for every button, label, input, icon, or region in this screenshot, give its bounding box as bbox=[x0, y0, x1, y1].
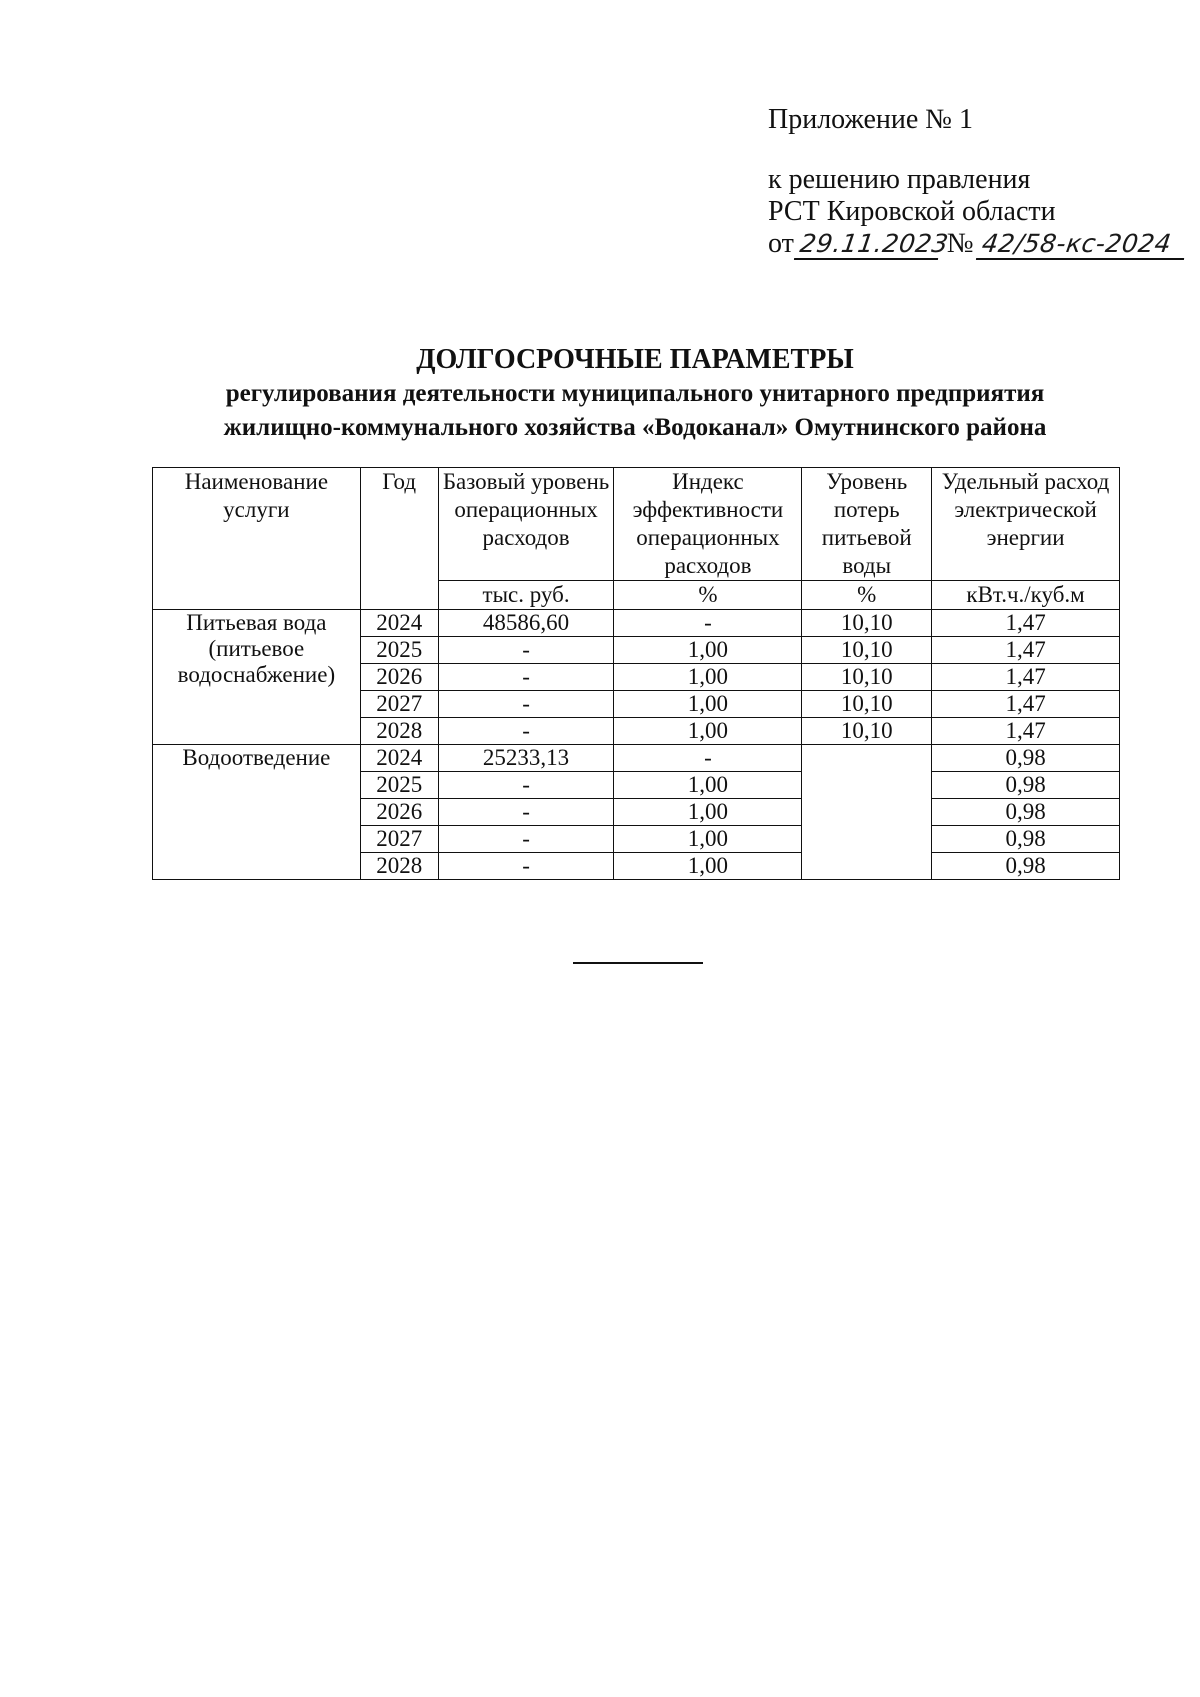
cell-year: 2024 bbox=[360, 745, 438, 772]
cell-loss: 10,10 bbox=[802, 718, 932, 745]
cell-index: 1,00 bbox=[614, 772, 802, 799]
cell-base: - bbox=[438, 853, 614, 880]
cell-base: - bbox=[438, 826, 614, 853]
cell-energy: 1,47 bbox=[932, 664, 1120, 691]
cell-base: 48586,60 bbox=[438, 610, 614, 637]
unit-efficiency-index: % bbox=[614, 581, 802, 610]
cell-energy: 0,98 bbox=[932, 799, 1120, 826]
cell-energy: 1,47 bbox=[932, 718, 1120, 745]
title-line-3: жилищно-коммунального хозяйства «Водоканал» Омутнинского района bbox=[223, 414, 1047, 441]
cell-index: 1,00 bbox=[614, 718, 802, 745]
cell-loss: 10,10 bbox=[802, 637, 932, 664]
header-efficiency-index: Индекс эффективности операционных расходов bbox=[614, 468, 802, 581]
table-header-row bbox=[153, 468, 1120, 581]
cell-energy: 0,98 bbox=[932, 853, 1120, 880]
cell-base: - bbox=[438, 718, 614, 745]
cell-year: 2027 bbox=[360, 826, 438, 853]
handwritten-date: 29.11.2023 bbox=[794, 230, 942, 260]
date-prefix: от bbox=[768, 228, 794, 259]
cell-base: - bbox=[438, 637, 614, 664]
title-main: ДОЛГОСРОЧНЫЕ ПАРАМЕТРЫ bbox=[416, 344, 854, 375]
cell-loss-empty bbox=[802, 745, 932, 880]
cell-base: - bbox=[438, 664, 614, 691]
cell-year: 2028 bbox=[360, 853, 438, 880]
cell-base: - bbox=[438, 772, 614, 799]
cell-index: 1,00 bbox=[614, 691, 802, 718]
table-row bbox=[153, 745, 1120, 772]
cell-energy: 1,47 bbox=[932, 691, 1120, 718]
appendix-line-authority: РСТ Кировской области bbox=[768, 196, 1056, 227]
header-base-opex: Базовый уровень операционных расходов bbox=[438, 468, 614, 581]
cell-index: 1,00 bbox=[614, 637, 802, 664]
unit-energy-consumption: кВт.ч./куб.м bbox=[932, 581, 1120, 610]
document-title bbox=[150, 343, 1120, 445]
cell-year: 2024 bbox=[360, 610, 438, 637]
cell-loss: 10,10 bbox=[802, 610, 932, 637]
header-service: Наименование услуги bbox=[153, 468, 361, 610]
cell-index: - bbox=[614, 745, 802, 772]
cell-loss: 10,10 bbox=[802, 691, 932, 718]
appendix-number: Приложение № 1 bbox=[768, 104, 973, 135]
service-name: Водоотведение bbox=[153, 745, 361, 880]
unit-base-opex: тыс. руб. bbox=[438, 581, 614, 610]
header-year: Год bbox=[360, 468, 438, 610]
parameters-table bbox=[152, 467, 1120, 880]
header-water-loss: Уровень потерь питьевой воды bbox=[802, 468, 932, 581]
cell-year: 2027 bbox=[360, 691, 438, 718]
appendix-date-number-line bbox=[768, 228, 1186, 260]
title-line-2: регулирования деятельности муниципального унитарного предприятия bbox=[225, 380, 1045, 407]
header-energy-consumption: Удельный расход электрической энергии bbox=[932, 468, 1120, 581]
cell-year: 2026 bbox=[360, 664, 438, 691]
cell-index: 1,00 bbox=[614, 799, 802, 826]
cell-index: 1,00 bbox=[614, 826, 802, 853]
cell-index: 1,00 bbox=[614, 853, 802, 880]
service-name: Питьевая вода (питьевое водоснабжение) bbox=[153, 610, 361, 745]
cell-energy: 0,98 bbox=[932, 772, 1120, 799]
cell-base: - bbox=[438, 691, 614, 718]
number-prefix: № bbox=[946, 228, 974, 259]
cell-year: 2026 bbox=[360, 799, 438, 826]
cell-index: 1,00 bbox=[614, 664, 802, 691]
end-divider bbox=[573, 962, 703, 964]
cell-energy: 0,98 bbox=[932, 745, 1120, 772]
cell-year: 2025 bbox=[360, 772, 438, 799]
cell-energy: 1,47 bbox=[932, 637, 1120, 664]
handwritten-number: 42/58-кс-2024 bbox=[975, 230, 1187, 260]
cell-base: 25233,13 bbox=[438, 745, 614, 772]
appendix-block bbox=[768, 104, 1186, 260]
cell-energy: 0,98 bbox=[932, 826, 1120, 853]
appendix-line-decision: к решению правления bbox=[768, 164, 1031, 195]
cell-year: 2025 bbox=[360, 637, 438, 664]
cell-year: 2028 bbox=[360, 718, 438, 745]
cell-index: - bbox=[614, 610, 802, 637]
table-row bbox=[153, 610, 1120, 637]
unit-water-loss: % bbox=[802, 581, 932, 610]
cell-base: - bbox=[438, 799, 614, 826]
cell-loss: 10,10 bbox=[802, 664, 932, 691]
cell-energy: 1,47 bbox=[932, 610, 1120, 637]
